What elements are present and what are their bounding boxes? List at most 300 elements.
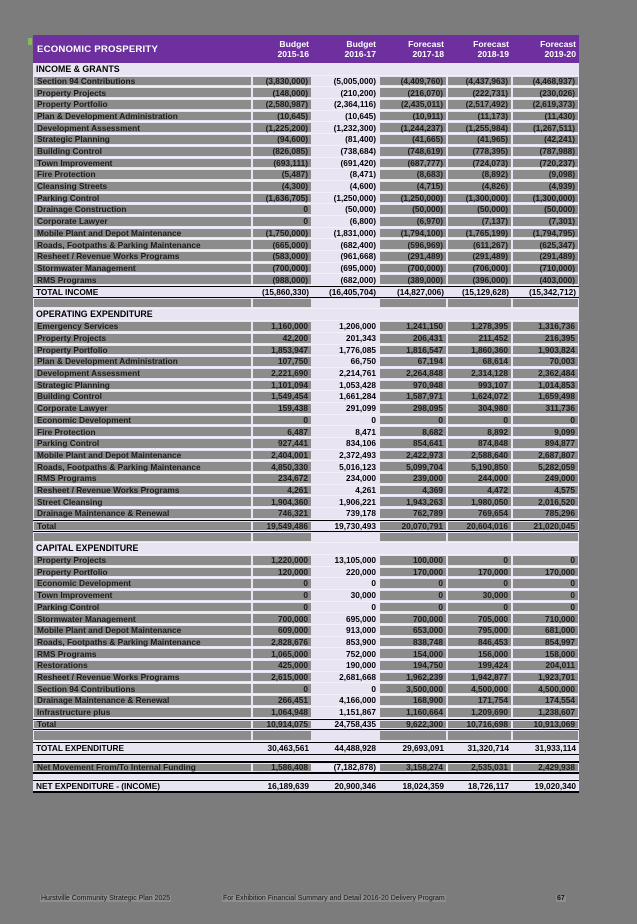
value-cell — [512, 461, 579, 472]
row-label-cell — [33, 64, 252, 75]
row-label-cell — [33, 391, 252, 402]
cell-value: 244,000 — [478, 473, 508, 484]
value-cell — [252, 426, 312, 437]
cell-value: 1,942,877 — [471, 671, 508, 682]
row-label: OPERATING EXPENDITURE — [36, 309, 153, 320]
value-cell — [512, 438, 579, 449]
row-label-cell — [33, 356, 252, 367]
value-cell — [447, 660, 512, 671]
cell-value: 874,848 — [478, 438, 508, 449]
cell-value: 0 — [371, 601, 376, 612]
value-cell — [252, 637, 312, 648]
row-label-cell — [33, 543, 252, 554]
value-cell — [312, 763, 379, 772]
value-cell — [379, 87, 447, 98]
cell-value: (15,129,628) — [461, 287, 509, 297]
row-label-cell — [33, 158, 252, 169]
cell-value: 927,441 — [278, 438, 308, 449]
row-label-cell — [33, 590, 252, 601]
value-cell — [447, 158, 512, 169]
cell-value: 425,000 — [278, 660, 308, 671]
value-cell — [512, 521, 579, 531]
row-label: Drainage Maintenance & Renewal — [37, 508, 170, 519]
value-cell — [312, 485, 379, 496]
value-cell — [447, 555, 512, 566]
value-cell — [379, 169, 447, 180]
value-cell — [312, 274, 379, 285]
cell-value: (291,489) — [472, 251, 508, 262]
value-cell — [379, 403, 447, 414]
column-header-year: 2018-19 — [477, 49, 509, 59]
cell-value: (10,911) — [412, 110, 443, 121]
table-row — [33, 590, 579, 602]
table-row — [33, 415, 579, 427]
row-label-cell — [33, 743, 252, 754]
row-label-cell — [33, 672, 252, 683]
cell-value: 291,099 — [346, 403, 376, 414]
value-cell — [312, 345, 379, 356]
value-cell — [312, 543, 379, 554]
value-cell — [252, 473, 312, 484]
table-title-cell — [33, 35, 252, 63]
cell-value: 1,064,948 — [271, 707, 308, 717]
row-label: Resheet / Revenue Works Programs — [37, 484, 180, 495]
value-cell — [512, 228, 579, 239]
value-cell — [447, 228, 512, 239]
row-label-cell — [33, 450, 252, 461]
row-label: NET EXPENDITURE - (INCOME) — [36, 780, 160, 791]
row-label-cell — [33, 781, 252, 791]
cell-value: (210,200) — [340, 87, 376, 98]
cell-value: 2,264,848 — [406, 368, 443, 379]
cell-value: 0 — [303, 204, 308, 215]
value-cell — [252, 438, 312, 449]
footer-document-title: Hurstville Community Strategic Plan 2025 — [41, 895, 171, 902]
cell-value: (695,000) — [340, 262, 376, 273]
value-cell — [512, 781, 579, 791]
cell-value: 1,659,498 — [538, 391, 575, 402]
value-cell — [379, 134, 447, 145]
cell-value: 1,860,360 — [471, 344, 508, 355]
value-cell — [447, 707, 512, 718]
cell-value: 0 — [303, 590, 308, 601]
value-cell — [252, 287, 312, 297]
value-cell — [512, 426, 579, 437]
value-cell — [379, 193, 447, 204]
value-cell — [447, 333, 512, 344]
value-cell — [252, 578, 312, 589]
value-cell — [379, 239, 447, 250]
row-label-cell — [33, 720, 252, 730]
value-cell — [512, 508, 579, 519]
value-cell — [312, 578, 379, 589]
value-cell — [512, 111, 579, 122]
cell-value: (4,300) — [281, 181, 308, 192]
value-cell — [379, 730, 447, 741]
cell-value: (687,777) — [407, 157, 443, 168]
spacer-row — [33, 298, 579, 310]
cell-value: (403,000) — [539, 274, 575, 285]
value-cell — [447, 730, 512, 741]
row-label-cell — [33, 263, 252, 274]
value-cell — [252, 228, 312, 239]
value-cell — [512, 720, 579, 730]
value-cell — [512, 496, 579, 507]
value-cell — [379, 76, 447, 87]
cell-value: (1,255,984) — [465, 122, 508, 133]
cell-value: (1,250,000) — [333, 192, 376, 203]
table-row — [33, 426, 579, 438]
value-cell — [379, 660, 447, 671]
table-row — [33, 251, 579, 263]
row-label: Parking Control — [37, 438, 100, 449]
cell-value: 700,000 — [278, 613, 308, 624]
value-cell — [312, 356, 379, 367]
column-header — [512, 35, 579, 63]
value-cell — [512, 613, 579, 624]
cell-value: 2,687,807 — [538, 449, 575, 460]
value-cell — [312, 672, 379, 683]
cell-value: (583,000) — [272, 251, 308, 262]
value-cell — [512, 567, 579, 578]
cell-value: 18,024,359 — [402, 780, 444, 791]
selection-handle — [28, 38, 32, 45]
value-cell — [512, 99, 579, 110]
table-row — [33, 333, 579, 345]
value-cell — [252, 298, 312, 309]
value-cell — [252, 403, 312, 414]
value-cell — [379, 204, 447, 215]
value-cell — [312, 683, 379, 694]
row-label: Mobile Plant and Depot Maintenance — [37, 625, 182, 636]
value-cell — [252, 602, 312, 613]
value-cell — [512, 743, 579, 754]
row-label: Net Movement From/To Internal Funding — [37, 762, 196, 772]
cell-value: 0 — [303, 578, 308, 589]
cell-value: (961,668) — [340, 251, 376, 262]
row-label-cell — [33, 134, 252, 145]
row-label: Restorations — [37, 660, 88, 671]
value-cell — [379, 263, 447, 274]
value-cell — [512, 707, 579, 718]
row-label: Plan & Development Administration — [37, 356, 178, 367]
cell-value: 1,053,428 — [339, 379, 376, 390]
row-label-cell — [33, 415, 252, 426]
value-cell — [252, 683, 312, 694]
value-cell — [312, 239, 379, 250]
value-cell — [512, 543, 579, 554]
summary-row — [33, 742, 579, 755]
cell-value: (1,794,795) — [532, 227, 575, 238]
cell-value: 171,754 — [478, 695, 508, 706]
value-cell — [512, 485, 579, 496]
cell-value: 120,000 — [278, 566, 308, 577]
table-row — [33, 158, 579, 170]
cell-value: (222,731) — [472, 87, 508, 98]
cell-value: 266,451 — [278, 695, 308, 706]
cell-value: 2,588,640 — [471, 449, 508, 460]
cell-value: 1,906,221 — [339, 496, 376, 507]
table-header-row — [33, 35, 579, 64]
value-cell — [512, 169, 579, 180]
page-title: ECONOMIC PROSPERITY — [37, 43, 159, 55]
value-cell — [447, 438, 512, 449]
cell-value: (682,000) — [340, 274, 376, 285]
cell-value: (1,244,237) — [400, 122, 443, 133]
cell-value: 0 — [503, 601, 508, 612]
value-cell — [512, 146, 579, 157]
cell-value: 29,693,091 — [402, 743, 444, 754]
table-row — [33, 380, 579, 392]
cell-value: 9,099 — [554, 426, 575, 437]
cell-value: (42,241) — [544, 134, 575, 145]
value-cell — [312, 76, 379, 87]
cell-value: 1,065,000 — [271, 648, 308, 659]
table-row — [33, 555, 579, 567]
cell-value: 2,422,973 — [406, 449, 443, 460]
cell-value: 5,190,850 — [471, 461, 508, 472]
value-cell — [512, 403, 579, 414]
cell-value: 1,278,395 — [471, 321, 508, 332]
value-cell — [512, 730, 579, 741]
cell-value: 710,000 — [545, 613, 575, 624]
row-label: Property Portfolio — [37, 566, 108, 577]
value-cell — [512, 64, 579, 75]
value-cell — [379, 251, 447, 262]
row-label-cell — [33, 321, 252, 332]
table-row — [33, 193, 579, 205]
cell-value: 21,020,045 — [533, 520, 575, 531]
cell-value: (10,645) — [277, 110, 308, 121]
cell-value: 220,000 — [346, 566, 376, 577]
cell-value: 9,622,300 — [406, 719, 443, 730]
value-cell — [312, 64, 379, 75]
value-cell — [312, 613, 379, 624]
row-label: Mobile Plant and Depot Maintenance — [37, 227, 182, 238]
cell-value: (1,250,000) — [400, 192, 443, 203]
row-label-cell — [33, 274, 252, 285]
cell-value: 0 — [303, 414, 308, 425]
cell-value: (50,000) — [412, 204, 443, 215]
table-row — [33, 169, 579, 181]
cell-value: (1,765,199) — [465, 227, 508, 238]
cell-value: (4,409,760) — [400, 75, 443, 86]
row-label: Development Assessment — [37, 122, 140, 133]
table-body — [33, 64, 579, 793]
cell-value: (1,300,000) — [465, 192, 508, 203]
row-label: TOTAL INCOME — [36, 287, 99, 297]
table-row — [33, 567, 579, 579]
value-cell — [447, 543, 512, 554]
value-cell — [447, 87, 512, 98]
value-cell — [512, 473, 579, 484]
value-cell — [447, 239, 512, 250]
cell-value: (7,182,878) — [333, 762, 376, 772]
cell-value: 4,500,000 — [538, 683, 575, 694]
cell-value: (6,800) — [349, 216, 376, 227]
row-label: Property Projects — [37, 555, 107, 566]
row-label: Section 94 Contributions — [37, 75, 136, 86]
value-cell — [447, 321, 512, 332]
cell-value: (41,965) — [477, 134, 508, 145]
row-label: Resheet / Revenue Works Programs — [37, 251, 180, 262]
column-header-label: Forecast — [473, 38, 509, 49]
value-cell — [379, 743, 447, 754]
value-cell — [252, 450, 312, 461]
column-header-label: Budget — [346, 38, 376, 49]
value-cell — [312, 99, 379, 110]
cell-value: 2,404,001 — [271, 449, 308, 460]
value-cell — [379, 274, 447, 285]
cell-value: (10,645) — [345, 110, 376, 121]
value-cell — [512, 193, 579, 204]
cell-value: 30,000 — [482, 590, 508, 601]
cell-value: (8,471) — [349, 169, 376, 180]
cell-value: (720,237) — [539, 157, 575, 168]
value-cell — [379, 181, 447, 192]
cell-value: 1,923,701 — [538, 671, 575, 682]
cell-value: 1,160,664 — [406, 707, 443, 717]
value-cell — [379, 648, 447, 659]
value-cell — [252, 158, 312, 169]
value-cell — [312, 473, 379, 484]
value-cell — [312, 496, 379, 507]
cell-value: 695,000 — [346, 613, 376, 624]
row-label-cell — [33, 707, 252, 718]
row-label-cell — [33, 216, 252, 227]
table-row — [33, 637, 579, 649]
table-row — [33, 228, 579, 240]
row-label: Property Projects — [37, 333, 107, 343]
value-cell — [312, 555, 379, 566]
value-cell — [252, 356, 312, 367]
value-cell — [379, 461, 447, 472]
value-cell — [312, 532, 379, 543]
value-cell — [379, 158, 447, 169]
value-cell — [512, 380, 579, 391]
row-label: Fire Protection — [37, 169, 96, 180]
row-label: RMS Programs — [37, 274, 97, 285]
row-label-cell — [33, 368, 252, 379]
value-cell — [512, 695, 579, 706]
cell-value: 30,463,561 — [267, 743, 309, 754]
cell-value: 5,016,123 — [339, 461, 376, 472]
cell-value: 0 — [371, 578, 376, 589]
value-cell — [447, 403, 512, 414]
row-label: TOTAL EXPENDITURE — [36, 743, 125, 754]
row-label: Building Control — [37, 146, 102, 156]
value-cell — [447, 781, 512, 791]
cell-value: (1,232,300) — [333, 122, 376, 133]
cell-value: 0 — [570, 578, 575, 589]
row-label: Development Assessment — [37, 368, 140, 379]
cell-value: (2,517,492) — [465, 99, 508, 110]
value-cell — [447, 695, 512, 706]
row-label-cell — [33, 239, 252, 250]
column-header-year: 2015-16 — [277, 49, 309, 59]
cell-value: 834,106 — [346, 438, 376, 449]
cell-value: 66,750 — [350, 356, 376, 367]
value-cell — [447, 134, 512, 145]
value-cell — [447, 532, 512, 543]
value-cell — [379, 333, 447, 344]
value-cell — [312, 287, 379, 297]
row-label: Emergency Services — [37, 321, 119, 332]
cell-value: 234,000 — [346, 473, 376, 484]
value-cell — [512, 76, 579, 87]
value-cell — [252, 743, 312, 754]
value-cell — [447, 648, 512, 659]
row-label: Property Portfolio — [37, 344, 108, 355]
row-label-cell — [33, 380, 252, 391]
value-cell — [252, 193, 312, 204]
table-row — [33, 578, 579, 590]
cell-value: 0 — [570, 601, 575, 612]
value-cell — [252, 380, 312, 391]
cell-value: 30,000 — [350, 590, 376, 601]
cell-value: 1,014,853 — [538, 379, 575, 390]
cell-value: 1,776,085 — [339, 344, 376, 355]
row-label: Stormwater Management — [37, 262, 136, 273]
cell-value: 1,904,360 — [271, 496, 308, 507]
spacer-row — [33, 532, 579, 544]
cell-value: 0 — [438, 578, 443, 589]
section-header-row — [33, 309, 579, 321]
value-cell — [447, 356, 512, 367]
cell-value: 239,000 — [413, 473, 443, 484]
value-cell — [312, 660, 379, 671]
value-cell — [252, 216, 312, 227]
value-cell — [447, 111, 512, 122]
cell-value: 0 — [503, 555, 508, 566]
cell-value: 795,000 — [478, 625, 508, 636]
cell-value: 4,369 — [422, 484, 443, 495]
value-cell — [447, 720, 512, 730]
value-cell — [512, 287, 579, 297]
row-label: RMS Programs — [37, 473, 97, 484]
value-cell — [379, 613, 447, 624]
row-label: Roads, Footpaths & Parking Maintenance — [37, 461, 201, 472]
row-label: Building Control — [37, 391, 102, 402]
cell-value: 0 — [303, 683, 308, 694]
value-cell — [379, 415, 447, 426]
cell-value: 10,716,698 — [466, 719, 508, 730]
value-cell — [379, 781, 447, 791]
cell-value: 20,070,791 — [401, 520, 443, 531]
value-cell — [252, 321, 312, 332]
value-cell — [252, 730, 312, 741]
table-row — [33, 99, 579, 111]
row-label-cell — [33, 461, 252, 472]
footer-page-number: 67 — [557, 895, 565, 902]
cell-value: 174,554 — [545, 695, 575, 706]
value-cell — [312, 743, 379, 754]
table-row — [33, 181, 579, 193]
cell-value: 107,750 — [278, 356, 308, 367]
table-row — [33, 707, 579, 719]
value-cell — [312, 781, 379, 791]
row-label: Roads, Footpaths & Parking Maintenance — [37, 636, 201, 647]
value-cell — [379, 672, 447, 683]
cell-value: (4,715) — [416, 181, 443, 192]
value-cell — [252, 134, 312, 145]
cell-value: (2,435,011) — [401, 99, 443, 110]
cell-value: 0 — [371, 683, 376, 694]
row-label: Corporate Lawyer — [37, 216, 108, 227]
row-label: Strategic Planning — [37, 134, 110, 145]
value-cell — [379, 602, 447, 613]
value-cell — [447, 169, 512, 180]
